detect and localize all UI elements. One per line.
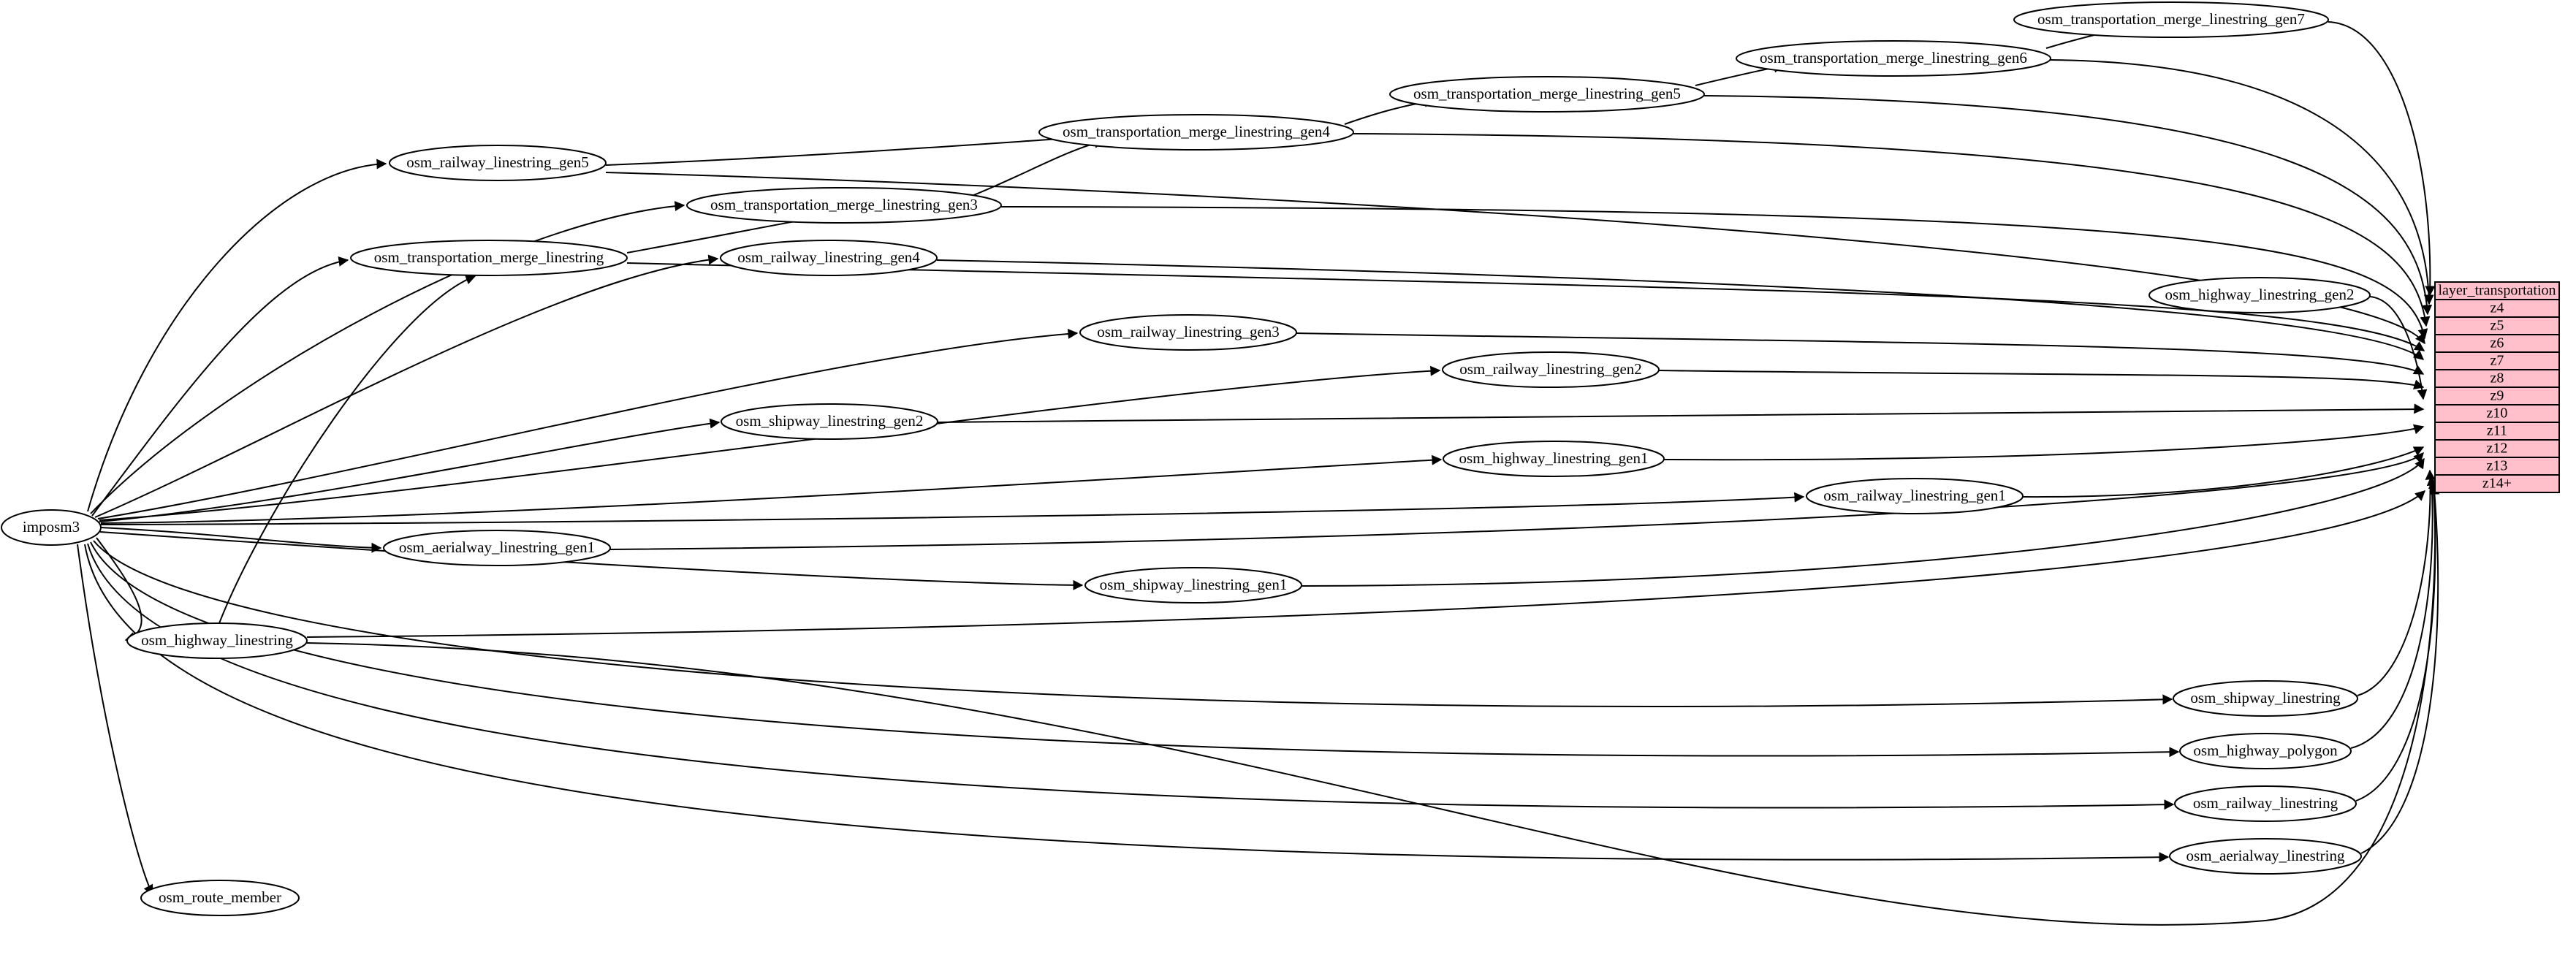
node-osm_railway_linestring_gen4[interactable]: [721, 240, 937, 275]
node-label: osm_transportation_merge_linestring_gen4: [1063, 122, 1330, 140]
nodes-layer: [1, 2, 2370, 915]
node-osm_route_member[interactable]: [141, 880, 299, 915]
table-row-label: z7: [2490, 352, 2504, 369]
node-osm_shipway_linestring_gen2[interactable]: [721, 404, 938, 439]
node-osm_railway_linestring_gen5[interactable]: [390, 145, 606, 180]
node-label: osm_route_member: [159, 888, 281, 906]
table-row-label: z9: [2490, 387, 2504, 404]
table-row-label: z12: [2486, 440, 2508, 457]
node-osm_railway_linestring_gen2[interactable]: [1443, 352, 1659, 387]
node-label: imposm3: [22, 517, 80, 536]
node-label: osm_highway_polygon: [2193, 741, 2338, 759]
node-osm_transportation_merge_linestring_gen5[interactable]: [1390, 77, 1704, 112]
node-osm_transportation_merge_linestring[interactable]: [351, 240, 627, 275]
edge: [307, 485, 2435, 925]
node-osm_highway_polygon[interactable]: [2180, 734, 2351, 769]
node-osm_transportation_merge_linestring_gen6[interactable]: [1736, 41, 2051, 76]
node-label: osm_highway_linestring_gen2: [2165, 285, 2355, 303]
table-row-label: z13: [2486, 457, 2508, 474]
edge: [2328, 22, 2430, 295]
node-osm_transportation_merge_linestring_gen4[interactable]: [1039, 115, 1353, 150]
edge: [307, 491, 2425, 637]
node-label: osm_shipway_linestring_gen2: [735, 411, 924, 430]
table-row-label: z5: [2490, 317, 2504, 334]
edge: [96, 538, 142, 640]
node-osm_railway_linestring[interactable]: [2175, 786, 2356, 821]
node-osm_highway_linestring_gen2[interactable]: [2149, 278, 2370, 313]
node-label: osm_transportation_merge_linestring_gen6: [1760, 48, 2027, 66]
table-row-label: z11: [2486, 422, 2508, 439]
edge: [1664, 427, 2423, 460]
edge: [101, 497, 1804, 525]
edge: [95, 259, 718, 517]
node-label: osm_railway_linestring: [2192, 793, 2338, 812]
edge: [2370, 297, 2423, 399]
node-label: osm_railway_linestring_gen2: [1459, 359, 1642, 378]
edge: [101, 528, 381, 548]
node-osm_shipway_linestring_gen1[interactable]: [1085, 568, 1302, 603]
node-label: osm_transportation_merge_linestring_gen3: [710, 195, 978, 213]
edge: [2356, 479, 2435, 801]
node-label: osm_highway_linestring_gen1: [1459, 449, 1649, 467]
edge: [1659, 370, 2423, 387]
edge: [77, 544, 153, 894]
node-imposm3[interactable]: [1, 510, 101, 545]
node-label: osm_shipway_linestring: [2190, 688, 2341, 707]
edge: [101, 460, 1441, 523]
edge: [219, 276, 475, 623]
node-label: osm_aerialway_linestring: [2186, 846, 2345, 864]
edge: [2357, 471, 2431, 696]
table-header-label: layer_transportation: [2438, 282, 2556, 299]
node-label: osm_aerialway_linestring_gen1: [398, 538, 596, 556]
table-row-label: z14+: [2482, 475, 2512, 492]
edge: [88, 164, 386, 511]
table-row-label: z10: [2486, 405, 2508, 422]
node-osm_railway_linestring_gen1[interactable]: [1806, 479, 2023, 514]
node-osm_highway_linestring_gen1[interactable]: [1443, 441, 1664, 476]
node-label: osm_highway_linestring: [141, 631, 293, 649]
node-label: osm_shipway_linestring_gen1: [1099, 575, 1288, 593]
node-label: osm_transportation_merge_linestring_gen5: [1413, 84, 1681, 102]
node-osm_shipway_linestring[interactable]: [2173, 681, 2357, 716]
node-label: osm_railway_linestring_gen1: [1823, 486, 2006, 504]
edge: [606, 136, 1103, 165]
table-row-label: z8: [2490, 370, 2504, 387]
table-row-label: z4: [2490, 300, 2504, 316]
node-label: osm_railway_linestring_gen3: [1097, 322, 1280, 340]
node-osm_highway_linestring[interactable]: [127, 623, 307, 658]
node-osm_transportation_merge_linestring_gen3[interactable]: [687, 188, 1001, 223]
node-osm_transportation_merge_linestring_gen7[interactable]: [2014, 2, 2328, 37]
table-row-label: z6: [2490, 335, 2504, 351]
edge: [938, 408, 2423, 422]
edge: [1302, 459, 2424, 586]
node-label: osm_railway_linestring_gen4: [737, 248, 920, 266]
node-osm_aerialway_linestring[interactable]: [2170, 839, 2361, 874]
node-osm_railway_linestring_gen3[interactable]: [1080, 315, 1296, 350]
layer-transportation-table[interactable]: [2435, 282, 2559, 492]
node-osm_aerialway_linestring_gen1[interactable]: [384, 530, 610, 566]
node-label: osm_transportation_merge_linestring: [373, 248, 604, 266]
node-label: osm_transportation_merge_linestring_gen7: [2037, 9, 2305, 28]
node-label: osm_railway_linestring_gen5: [406, 153, 589, 171]
